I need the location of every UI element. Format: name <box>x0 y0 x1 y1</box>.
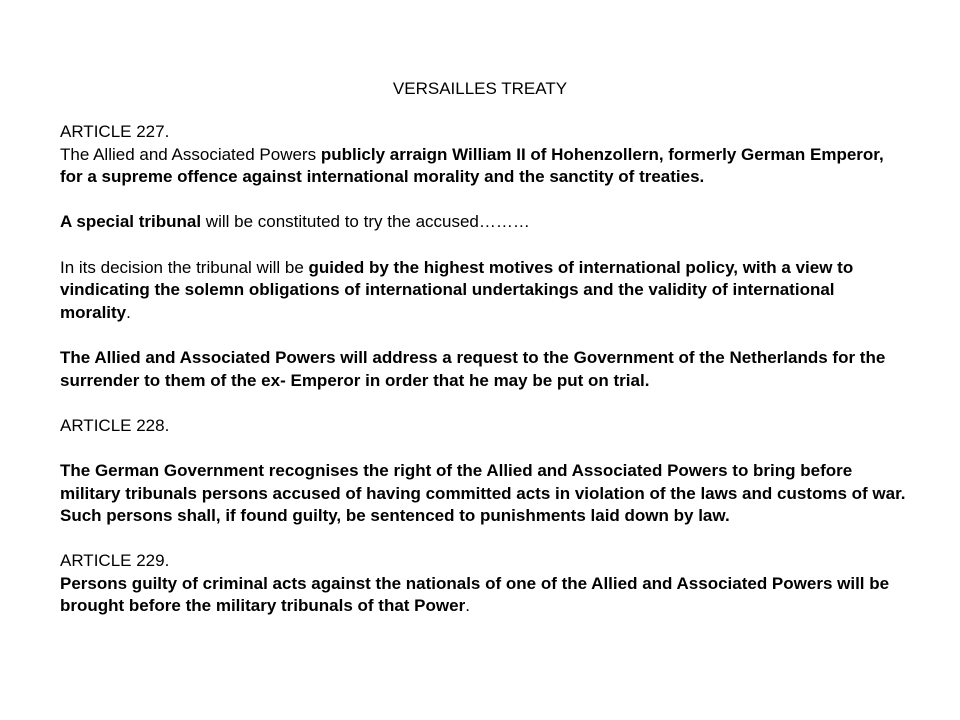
article-227-heading: ARTICLE 227. <box>60 122 170 141</box>
article-227-p3-end: . <box>126 302 131 322</box>
article-227-p2-plain: will be constituted to try the accused……… <box>201 212 530 232</box>
article-228-paragraph-1: The German Government recognises the right of the Allied and Associated Powers to bring before military tribunals persons accused of having committed acts in violation of the laws and customs of war. Such persons shall, if found guilty, be sentenced to punishments laid down by law. <box>60 460 906 526</box>
article-229-paragraph-1 <box>60 573 910 618</box>
article-228-heading: ARTICLE 228. <box>60 415 170 435</box>
spacer <box>60 392 910 415</box>
spacer <box>60 324 910 347</box>
article-227-paragraph-4: The Allied and Associated Powers will address a request to the Government of the Netherlands for the surrender to them of the ex- Emperor in order that he may be put on trial. <box>60 347 886 390</box>
article-229-heading: ARTICLE 229. <box>60 551 170 571</box>
article-229-p1-end: . <box>465 596 470 616</box>
spacer <box>60 189 910 212</box>
document-title: VERSAILLES TREATY <box>392 79 568 98</box>
spacer <box>60 528 910 551</box>
article-227-p2-bold: A special tribunal <box>60 212 202 232</box>
article-227-p3-plain: In its decision the tribunal will be <box>60 257 309 277</box>
article-227-paragraph-2 <box>60 211 910 234</box>
article-227-paragraph-1 <box>60 144 910 189</box>
spacer <box>60 234 910 257</box>
spacer <box>60 437 910 460</box>
article-227-paragraph-3 <box>60 257 910 325</box>
article-229-p1-bold: Persons guilty of criminal acts against the nationals of one of the Allied and Associated Powers will be brought before the military tribunals of that Power <box>60 573 890 616</box>
article-227-p1-plain: The Allied and Associated Powers <box>60 144 321 164</box>
document-body <box>60 121 910 618</box>
article-227-p3-bold: guided by the highest motives of international policy, with a view to vindicating the solemn obligations of international undertakings and the validity of international morality <box>60 257 854 322</box>
article-227-p1-bold: publicly arraign William II of Hohenzollern, formerly German Emperor, for a supreme offence against international morality and the sanctity of treaties. <box>60 144 884 187</box>
